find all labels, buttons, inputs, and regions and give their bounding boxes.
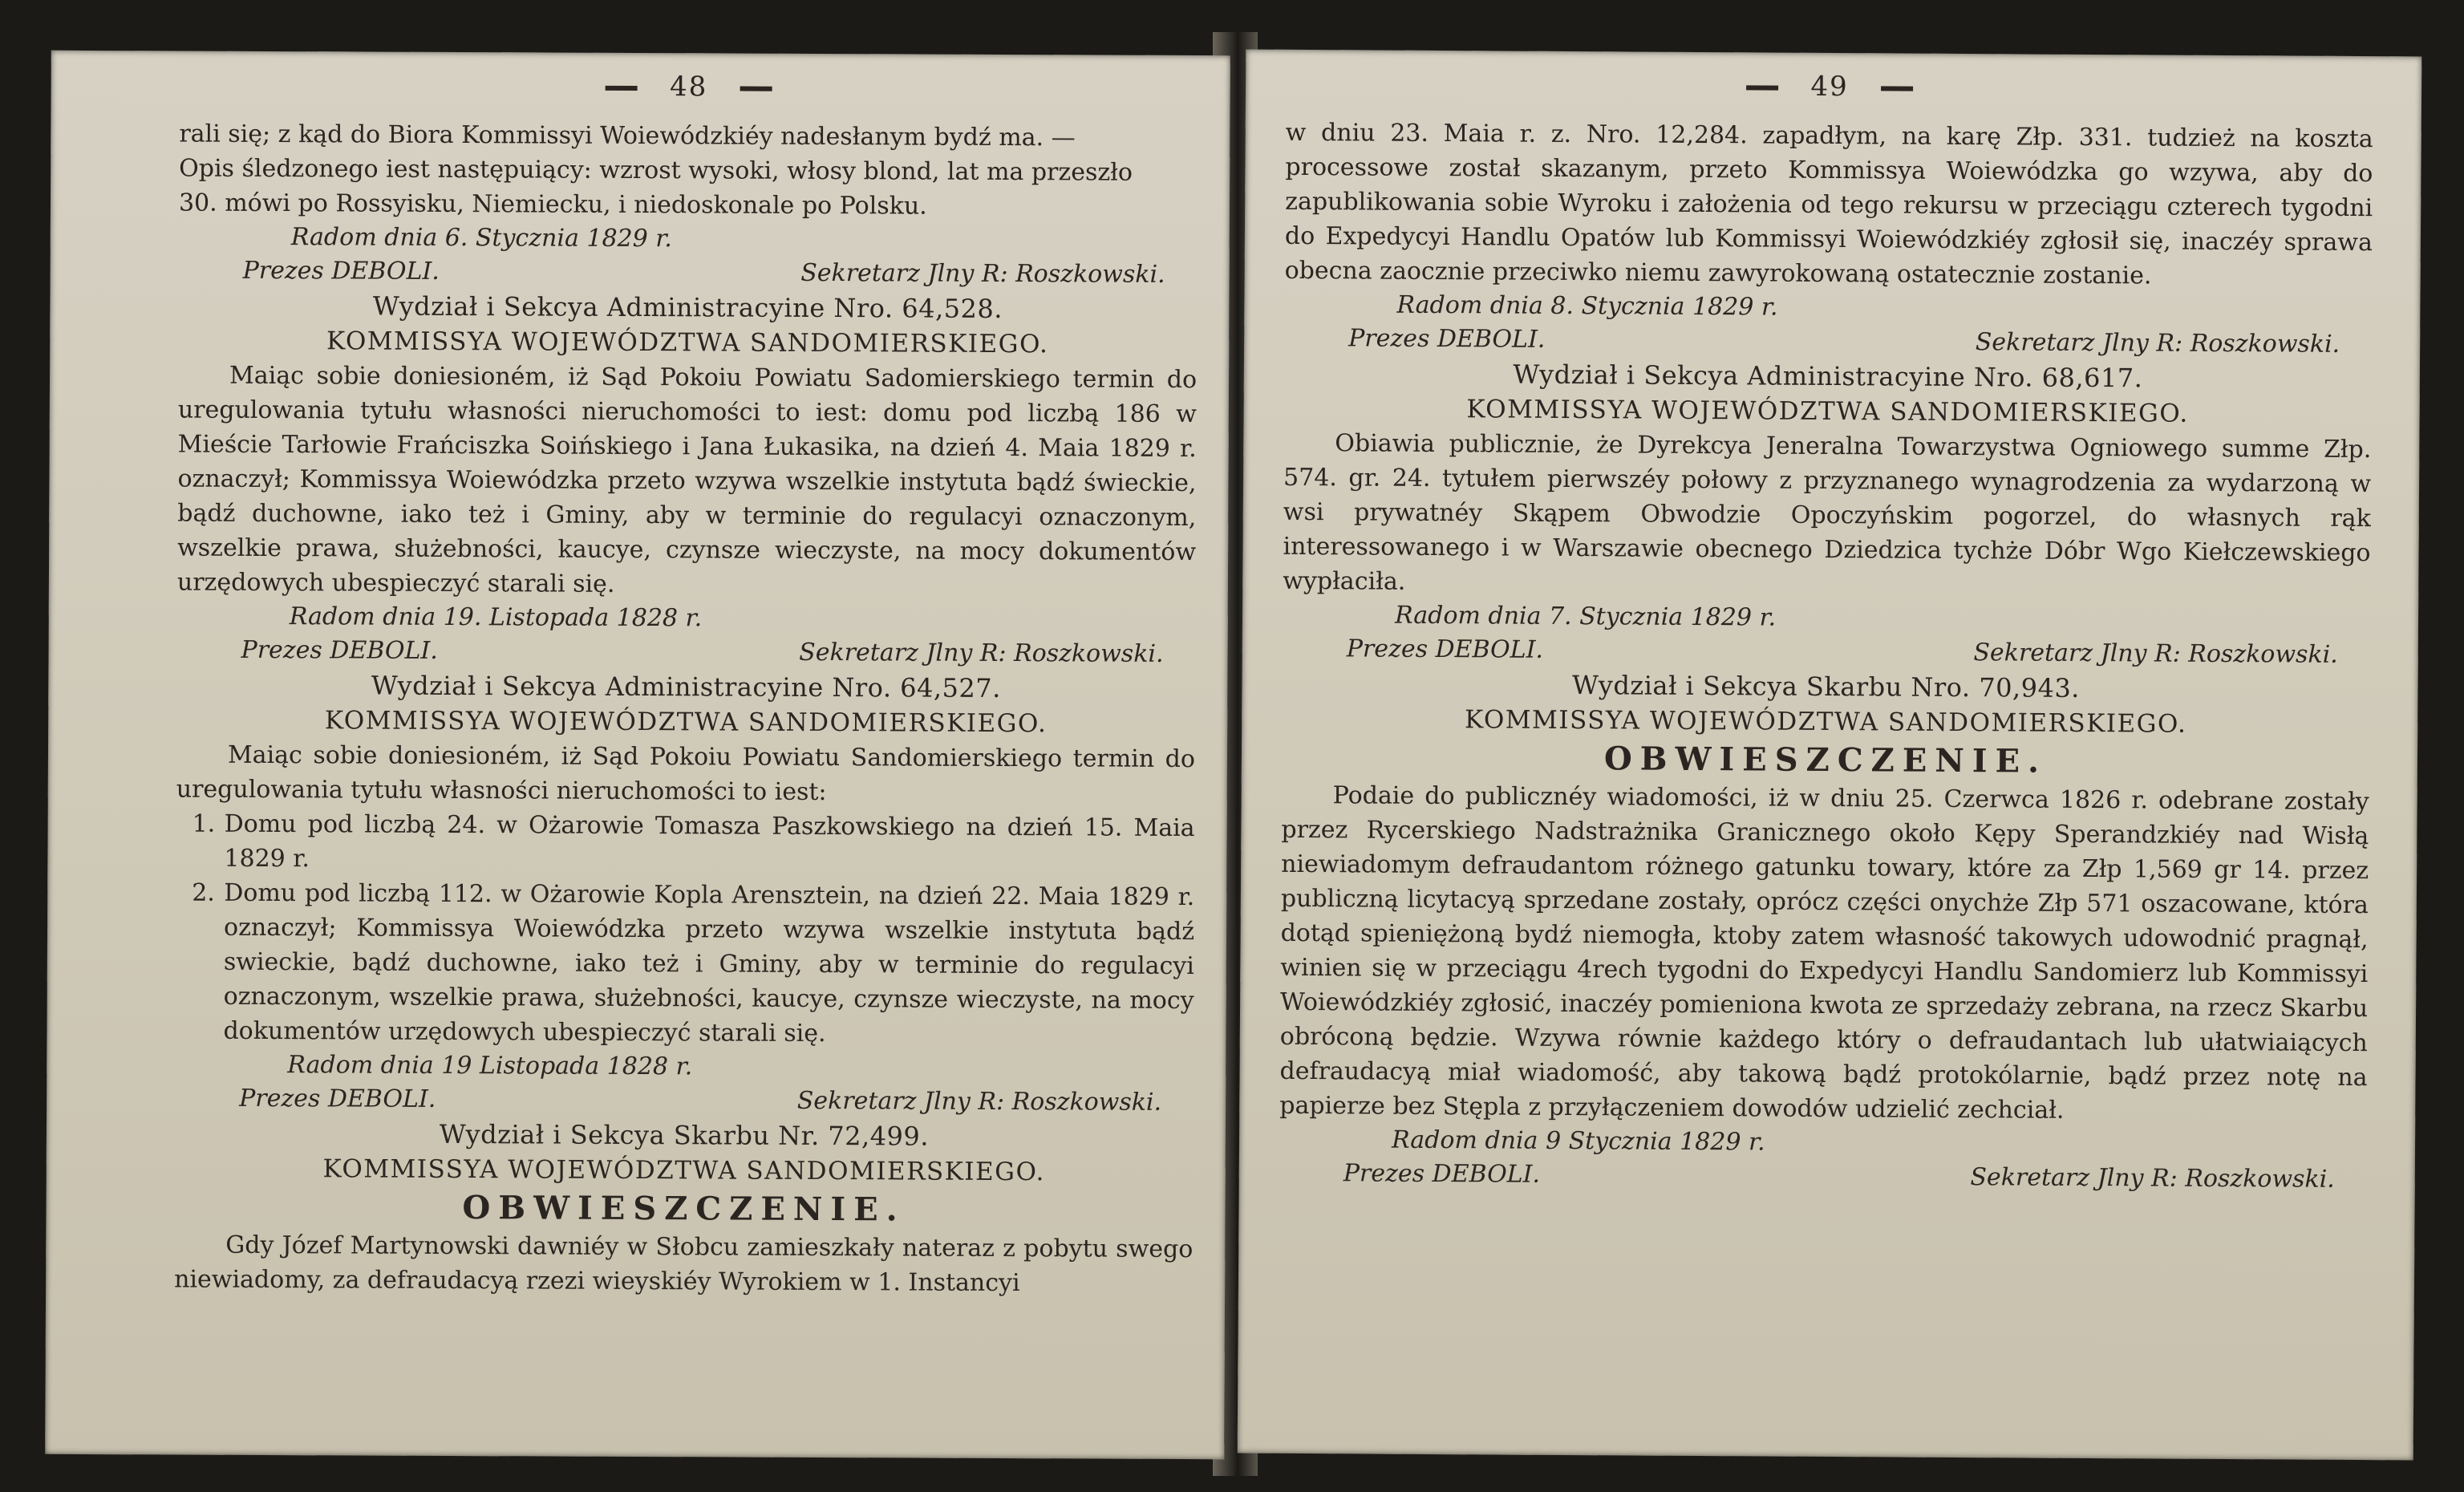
intro-date: Radom dnia 6. Stycznia 1829 r. — [290, 223, 672, 253]
list-item — [176, 806, 1194, 880]
prezes-signature: Prezes DEBOLI. — [239, 1084, 436, 1113]
notice-body: Gdy Józef Martynowski dawniéy w Słobcu zamieszkały nateraz z pobytu swego niewiadomy, za defraudacyą rzezi wieyskiéy Wyrokiem w 1. Instancyi — [174, 1230, 1194, 1298]
prezes-signature: Prezes DEBOLI. — [1348, 324, 1546, 354]
folio-dash — [1746, 85, 1778, 90]
left-folio — [180, 68, 1198, 105]
intro-line: Opis śledzonego iest następuiący: wzrost wysoki, włosy blond, lat ma przeszło — [179, 154, 1133, 187]
notice-body: Obiawia publicznie, że Dyrekcya Jeneralna Towarzystwa Ogniowego summe Złp. 574. gr. 24. tytułem pierwszéy połowy z przyznanego wynagrodzenia za wydarzoną w wsi prywatnéy Skąpem Obwodzie Opoczyńskim pogorzel, do własnych rąk interessowanego i w Warszawie obecnego Dziedzica tychże Dóbr Wgo Kiełczewskiego wypłaciła. — [1283, 429, 2372, 596]
list-item-number: 2. — [192, 878, 215, 907]
notice-commission: KOMMISSYA WOJEWÓDZTWA SANDOMIERSKIEGO. — [326, 326, 1049, 359]
notice-signature — [176, 633, 1195, 671]
intro-line: rali się; z kąd do Biora Kommissyi Woiewódzkiéy nadesłanym bydź ma. — — [179, 120, 1076, 152]
notice-date: Radom dnia 19 Listopada 1828 r. — [287, 1051, 693, 1081]
notice-department: Wydział i Sekcya Administracyine Nro. 64,528. — [372, 290, 1003, 324]
notice-commission: KOMMISSYA WOJEWÓDZTWA SANDOMIERSKIEGO. — [324, 706, 1048, 739]
folio-dash — [606, 86, 638, 91]
notice-date: Radom dnia 7. Stycznia 1829 r. — [1394, 601, 1777, 632]
sekretarz-signature: Sekretarz Jlny R: Roszkowski. — [800, 258, 1165, 289]
notice-commission: KOMMISSYA WOJEWÓDZTWA SANDOMIERSKIEGO. — [1466, 395, 2189, 428]
sekretarz-signature: Sekretarz Jlny R: Roszkowski. — [1970, 1163, 2335, 1194]
right-folio — [1286, 67, 2373, 106]
left-page-column — [45, 51, 1230, 1459]
notice-signature — [1283, 632, 2370, 672]
notice-date: Radom dnia 9 Stycznia 1829 r. — [1391, 1125, 1765, 1157]
notice-department: Wydział i Sekcya Skarbu Nr. 72,499. — [439, 1118, 930, 1152]
sekretarz-signature: Sekretarz Jlny R: Roszkowski. — [796, 1086, 1162, 1117]
intro-signature — [1284, 322, 2372, 362]
right-page-number: 49 — [1810, 70, 1849, 103]
sekretarz-signature: Sekretarz Jlny R: Roszkowski. — [1975, 328, 2340, 359]
notice-heading: OBWIESZCZENIE. — [1603, 740, 2048, 780]
prezes-signature: Prezes DEBOLI. — [242, 256, 440, 286]
notice-department: Wydział i Sekcya Skarbu Nro. 70,943. — [1572, 670, 2081, 703]
intro-body: w dniu 23. Maia r. z. Nro. 12,284. zapadłym, na karę Złp. 331. tudzież na koszta processowe został skazanym, przeto Kommissya Woiewódzka go wzywa, aby do zapublikowania sobie Wyroku i założenia od tego rekursu w przeciągu czterech tygodni do Expedycyi Handlu Opatów lub Kommissyi Woiewódzkiéy zgłosił się, inaczéy sprawa obecna zaocznie przeciwko niemu zawyrokowaną ostatecznie zostanie. — [1284, 118, 2373, 290]
sekretarz-signature: Sekretarz Jlny R: Roszkowski. — [799, 638, 1164, 668]
left-page-number: 48 — [669, 71, 708, 103]
notice-body: Podaie do publicznéy wiadomości, iż w dniu 25. Czerwca 1826 r. odebrane zostały przez Rycerskiego Nadstrażnika Granicznego około Kępy Sperandzkiéy nad Wisłą niewiadomym defraudantom różnego gatunku towary, które za Złp 1,569 gr 14. przez publiczną licytacyą sprzedane zostały, oprócz części onychże Złp 571 oszacowane, która dotąd spieniężoną bydź niemogła, ktoby zatem własność takowych udowodnić pragnął, winien się w przeciągu 4rech tygodni do Expedycyi Handlu Sandomierz lub Kommissyi Woiewódzkiéy zgłosić, inaczéy pomieniona kwota ze sprzedaży zebrana, na rzecz Skarbu obróconą będzie. Wzywa równie każdego który o defraudantach lub ułatwiaiących defraudacyą miał wiadomość, aby takową bądź protokólarnie, bądź przez notę na papierze bez Stępla z przyłączeniem dowodów udzielić zechciał. — [1279, 781, 2369, 1125]
right-page — [1238, 50, 2422, 1461]
notice-department: Wydział i Sekcya Administracyine Nro. 64,527. — [371, 670, 1001, 703]
notice-signature — [175, 1081, 1194, 1120]
notice-signature — [1279, 1157, 2367, 1197]
prezes-signature: Prezes DEBOLI. — [1346, 635, 1544, 664]
intro-line: 30. mówi po Rossyisku, Niemiecku, i niedoskonale po Polsku. — [178, 189, 927, 221]
sekretarz-signature: Sekretarz Jlny R: Roszkowski. — [1973, 639, 2338, 669]
notice-department: Wydział i Sekcya Administracyine Nro. 68,617. — [1513, 359, 2143, 394]
prezes-signature: Prezes DEBOLI. — [241, 635, 438, 665]
intro-signature — [179, 253, 1198, 292]
prezes-signature: Prezes DEBOLI. — [1343, 1159, 1541, 1189]
folio-dash — [740, 87, 772, 91]
notice-heading: OBWIESZCZENIE. — [462, 1189, 906, 1229]
list-item-number: 1. — [192, 809, 216, 838]
notice-body: Maiąc sobie doniesioném, iż Sąd Pokoiu Powiatu Sadomierskiego termin do uregulowania tytułu własności nieruchomości to iest: domu pod liczbą 186 w Mieście Tarłowie Frańciszka Soińskiego i Jana Łukasika, na dzień 4. Maia 1829 r. oznaczył; Kommissya Woiewódzka przeto wzywa wszelkie instytuta bądź świeckie, bądź duchowne, iako też i Gminy, aby w terminie do regulacyi oznaczonym, wszelkie prawa, służebności, kaucye, czynsze wieczyste, na mocy dokumentów urzędowych ubespieczyć starali się. — [176, 361, 1198, 598]
list-item — [175, 875, 1194, 1052]
list-item-text: Domu pod liczbą 112. w Ożarowie Kopla Arensztein, na dzień 22. Maia 1829 r. oznaczył; Kommissya Woiewódzka przeto wzywa wszelkie instytuta bądź swieckie, bądź duchowne, iako też i Gminy, aby w terminie do regulacyi oznaczonym, wszelkie prawa, służebności, kaucye, czynsze wieczyste, na mocy dokumentów urzędowych ubespieczyć starali się. — [223, 878, 1195, 1048]
notice-commission: KOMMISSYA WOJEWÓDZTWA SANDOMIERSKIEGO. — [322, 1154, 1046, 1187]
notice-body: Maiąc sobie doniesioném, iż Sąd Pokoiu Powiatu Sandomierskiego termin do uregulowania tytułu własności nieruchomości to iest: — [176, 740, 1196, 807]
folio-dash — [1881, 86, 1913, 91]
notice-commission: KOMMISSYA WOJEWÓDZTWA SANDOMIERSKIEGO. — [1464, 705, 2187, 739]
right-page-column — [1238, 50, 2422, 1461]
list-item-text: Domu pod liczbą 24. w Ożarowie Tomasza Paszkowskiego na dzień 15. Maia 1829 r. — [224, 809, 1195, 874]
notice-date: Radom dnia 19. Listopada 1828 r. — [289, 602, 703, 633]
intro-date: Radom dnia 8. Stycznia 1829 r. — [1396, 290, 1778, 322]
left-page — [45, 51, 1230, 1459]
